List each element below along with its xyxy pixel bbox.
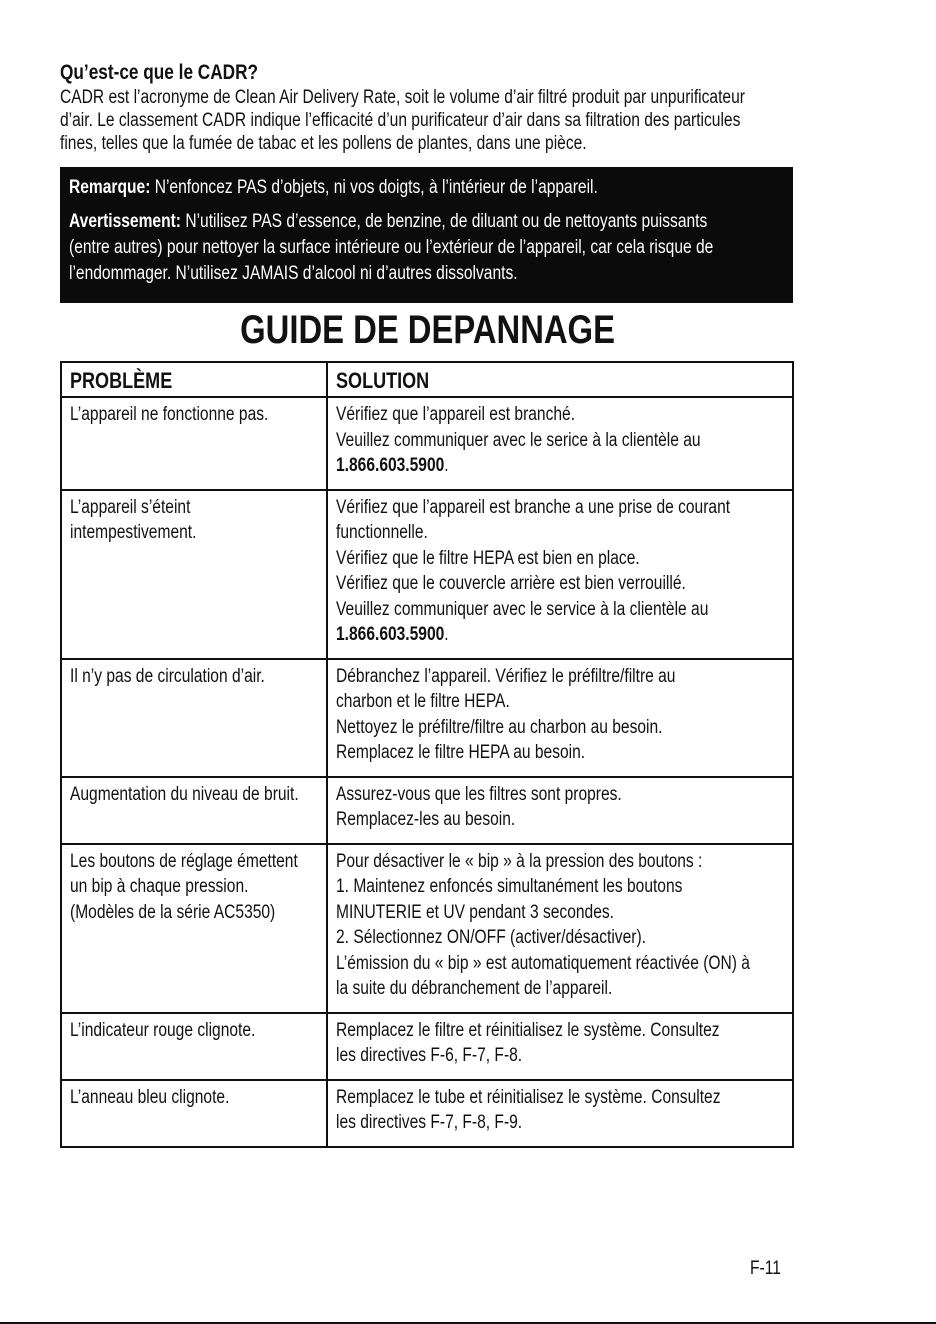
- table-row: [61, 1080, 793, 1147]
- solution-text: Veuillez communiquer avec le serice à la clientèle au: [336, 429, 701, 451]
- cadr-text-line: d’air. Le classement CADR indique l’efficacité d’un purificateur d’air dans sa filtration des particules: [60, 110, 741, 131]
- solution-text: 2. Sélectionnez ON/OFF (activer/désactiver).: [336, 927, 646, 948]
- problem-text: (Modèles de la série AC5350): [70, 901, 276, 923]
- solution-text: Débranchez l’appareil. Vérifiez le préfiltre/filtre au: [336, 665, 676, 687]
- cadr-text-line: CADR est l’acronyme de Clean Air Delivery Rate, soit le volume d’air filtré produit par unpurificateur: [60, 87, 745, 108]
- solution-text: Vérifiez que l’appareil est branche a une prise de courant: [336, 496, 731, 518]
- customer-service-phone: 1.866.603.5900.: [336, 455, 449, 476]
- solution-text: les directives F-7, F-8, F-9.: [336, 1112, 523, 1133]
- solution-text: Nettoyez le préfiltre/filtre au charbon au besoin.: [336, 716, 663, 738]
- solution-text: functionnelle.: [336, 522, 428, 543]
- problem-text: intempestivement.: [70, 522, 197, 543]
- cadr-text-line: fines, telles que la fumée de tabac et les pollens de plantes, dans une pièce.: [60, 133, 587, 154]
- solution-text: Remplacez le tube et réinitialisez le système. Consultez: [336, 1086, 721, 1108]
- table-row: [61, 1013, 793, 1080]
- solution-text: Veuillez communiquer avec le service à la clientèle au: [336, 598, 709, 620]
- problem-text: Il n’y pas de circulation d’air.: [70, 665, 265, 687]
- solution-text: 1. Maintenez enfoncés simultanément les boutons: [336, 876, 683, 897]
- solution-text: Remplacez-les au besoin.: [336, 809, 516, 830]
- avertissement-line: Avertissement: N’utilisez PAS d’essence, de benzine, de diluant ou de nettoyants puissants: [69, 211, 708, 232]
- solution-text: L’émission du « bip » est automatiquement réactivée (ON) à: [336, 952, 750, 974]
- problem-text: L’appareil ne fonctionne pas.: [70, 404, 269, 425]
- table-body: [61, 397, 793, 1147]
- warning-box: [60, 167, 793, 303]
- problem-text: Augmentation du niveau de bruit.: [70, 783, 299, 805]
- solution-text: Remplacez le filtre HEPA au besoin.: [336, 742, 586, 763]
- header-solution: SOLUTION: [327, 362, 793, 397]
- solution-text: la suite du débranchement de l’appareil.: [336, 978, 613, 999]
- problem-text: L’appareil s’éteint: [70, 496, 191, 518]
- page-number: F-11: [750, 1258, 781, 1279]
- problem-cell: [61, 844, 327, 1013]
- table-header-row: [61, 362, 793, 397]
- table-row: [61, 659, 793, 777]
- table-row: [61, 777, 793, 844]
- problem-cell: [61, 777, 327, 844]
- problem-cell: [61, 490, 327, 659]
- solution-cell: [327, 777, 793, 844]
- solution-text: Pour désactiver le « bip » à la pression des boutons :: [336, 850, 703, 872]
- table-row: [61, 844, 793, 1013]
- avertissement-line: l’endommager. N’utilisez JAMAIS d’alcool ni d’autres dissolvants.: [69, 263, 518, 284]
- problem-cell: [61, 1080, 327, 1147]
- solution-text: Vérifiez que le couvercle arrière est bien verrouillé.: [336, 573, 686, 594]
- solution-text: charbon et le filtre HEPA.: [336, 691, 510, 712]
- solution-text: Remplacez le filtre et réinitialisez le système. Consultez: [336, 1019, 720, 1041]
- troubleshooting-table: [60, 361, 794, 1148]
- problem-text: Les boutons de réglage émettent: [70, 850, 298, 872]
- problem-text: un bip à chaque pression.: [70, 876, 249, 897]
- solution-text: Vérifiez que l’appareil est branché.: [336, 404, 576, 425]
- solution-text: Vérifiez que le filtre HEPA est bien en place.: [336, 547, 640, 569]
- solution-text: MINUTERIE et UV pendant 3 secondes.: [336, 901, 614, 923]
- problem-text: L’indicateur rouge clignote.: [70, 1019, 256, 1041]
- solution-text: Assurez-vous que les filtres sont propres.: [336, 783, 622, 805]
- solution-cell: [327, 659, 793, 777]
- problem-cell: [61, 1013, 327, 1080]
- header-problem: PROBLÈME: [61, 362, 327, 397]
- solution-cell: [327, 844, 793, 1013]
- solution-cell: [327, 1013, 793, 1080]
- problem-text: L’anneau bleu clignote.: [70, 1086, 230, 1108]
- table-row: [61, 490, 793, 659]
- cadr-heading: Qu’est-ce que le CADR?: [60, 61, 259, 84]
- solution-cell: [327, 397, 793, 490]
- solution-cell: [327, 490, 793, 659]
- problem-cell: [61, 659, 327, 777]
- guide-title: GUIDE DE DEPANNAGE: [240, 308, 615, 352]
- avertissement-line: (entre autres) pour nettoyer la surface intérieure ou l’extérieur de l’appareil, car cela risque de: [69, 237, 714, 258]
- customer-service-phone: 1.866.603.5900.: [336, 624, 449, 645]
- solution-cell: [327, 1080, 793, 1147]
- solution-text: les directives F-6, F-7, F-8.: [336, 1045, 523, 1066]
- table-row: [61, 397, 793, 490]
- problem-cell: [61, 397, 327, 490]
- remarque-note: Remarque: N’enfoncez PAS d’objets, ni vos doigts, à l’intérieur de l’appareil.: [69, 177, 598, 198]
